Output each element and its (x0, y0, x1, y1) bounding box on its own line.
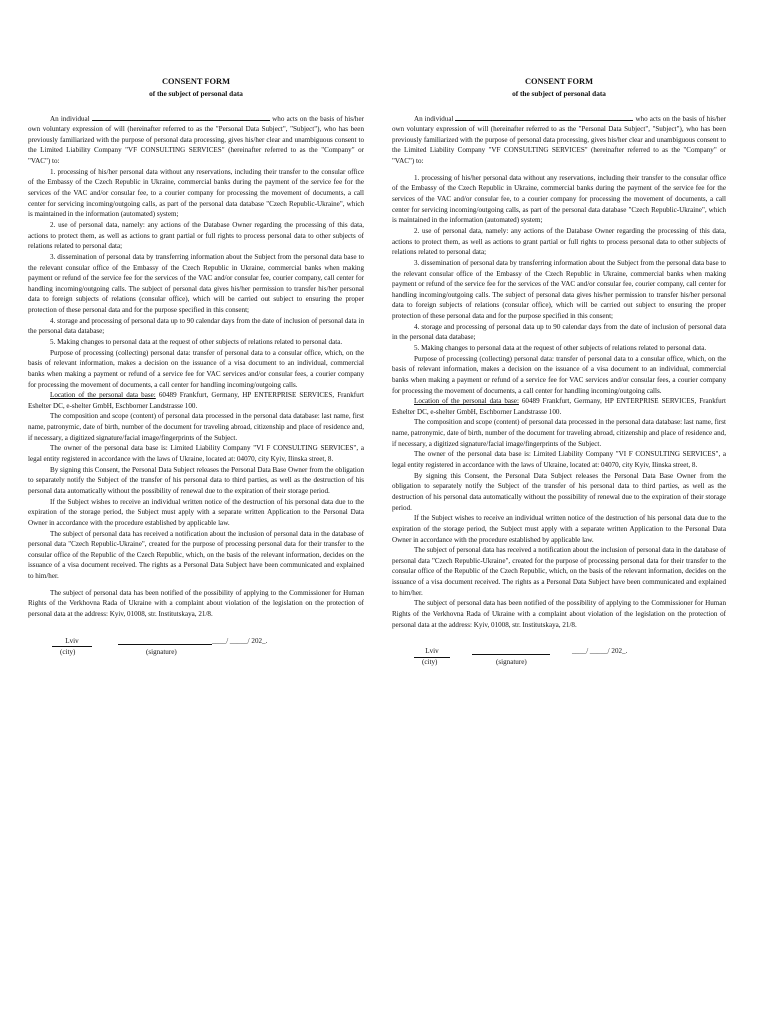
name-blank-line (92, 114, 270, 121)
date-field: ____/ _____/ 202_. (212, 636, 268, 645)
notification-paragraph: The subject of personal data has received a notification about the inclusion of personal data in the database of personal data "Czech Republic-Ukraine", created for the purpose of processing personal data for their transfer to the consular office of the Republic of the Czech Republic, which, on the basis of the relevant information, decides on the issuance of a visa document received. The rights as a Personal Data Subject have been communicated and explained to him/her. (28, 529, 364, 581)
item-4: 4. storage and processing of personal data up to 90 calendar days from the date of inclusion of personal data in the personal data database; (392, 322, 726, 342)
commissioner-paragraph: The subject of personal data has been notified of the possibility of applying to the Commissioner for Human Rights of the Verkhovna Rada of Ukraine with a complaint about violation of the legislation on the protection of personal data at the address: Kyiv, 01008, str. Institutskaya, 21/8. (28, 588, 364, 619)
owner-paragraph: The owner of the personal data base is: Limited Liability Company "VI F CONSULTING SERVICES", a legal entity registered in accordance with the laws of Ukraine, located at: 04070, city Kyiv, Ilinska street, 8. (28, 444, 364, 464)
signature-block (392, 646, 726, 670)
city-caption: (city) (60, 647, 76, 656)
notice-paragraph: If the Subject wishes to receive an individual written notice of the destruction of his personal data due to the expiration of the storage period, the Subject must apply with a separate written Application to the Personal Data Owner in accordance with the procedure established by applicable law. (392, 514, 726, 544)
form-subtitle: of the subject of personal data (512, 88, 606, 98)
item-5: 5. Making changes to personal data at the request of other subjects of relations related to personal data. (50, 338, 343, 346)
item-2: 2. use of personal data, namely: any actions of the Database Owner regarding the processing of this data, actions to protect them, as well as actions to grant partial or full rights to process personal data to other subjects of relations related to personal data; (28, 220, 364, 251)
signing-paragraph: By signing this Consent, the Personal Data Subject releases the Personal Data Base Owner from the obligation to separately notify the Subject of the transfer of his personal data to third parties, as well as the destruction of his personal data automatically without the possibility of renewal due to the expiration of their storage period. (28, 465, 364, 495)
signature-line (118, 636, 212, 645)
signature-caption: (signature) (496, 658, 527, 667)
form-title: CONSENT FORM (161, 77, 230, 86)
intro-paragraph: An individual who acts on the basis of his/her own voluntary expression of will (hereinafter referred to as the "Personal Data Subject", "Subject"), who has been previously familiarized with the purpose of personal data processing, gives his/her clear and unambiguous consent to the Limited Liability Company "VF CONSULTING SERVICES" (hereinafter referred to as the "Company" or "VAC") to: (392, 114, 726, 166)
notification-paragraph: The subject of personal data has received a notification about the inclusion of personal data in the database of personal data "Czech Republic-Ukraine", created for the purpose of processing personal data for their transfer to the consular office of the Republic of the Czech Republic, which, on the basis of the relevant information, decides on the issuance of a visa document received. The rights as a Personal Data Subject have been communicated and explained to him/her. (392, 546, 726, 597)
city-caption: (city) (422, 658, 438, 667)
name-blank-line (455, 114, 633, 121)
signing-paragraph: By signing this Consent, the Personal Data Subject releases the Personal Data Base Owner from the obligation to separately notify the Subject of the transfer of his personal data to third parties, as well as the destruction of his personal data automatically without the possibility of renewal due to the expiration of their storage period. (392, 471, 726, 512)
composition-paragraph: The composition and scope (content) of personal data processed in the personal data database: last name, first name, patronymic, date of birth, number of the document for traveling abroad, citizenship and place of residence and, if necessary, a digitized signature/facial image/fingerprints of the Subject. (392, 418, 726, 448)
purpose-paragraph: Purpose of processing (collecting) personal data: transfer of personal data to a consular office, which, on the basis of relevant information, makes a decision on the issuance of a visa document to an individual, commercial banks when making a payment or refund of a service fee for VAC services and/or consular fees, a courier company for processing the movement of documents, a call center for handling incoming/outgoing calls. (392, 354, 726, 395)
form-title: CONSENT FORM (524, 77, 593, 86)
location-paragraph: Location of the personal data base: 60489 Frankfurt, Germany, HP ENTERPRISE SERVICES, Frankfurt Eshelter DC, e-shelter GmbH, Eschborner Landstrasse 100. (392, 397, 727, 416)
date-field: ____/ _____/ 202_. (572, 647, 628, 656)
city-value: Lviv (414, 646, 450, 658)
item-1: 1. processing of his/her personal data without any reservations, including their transfer to the consular office of the Embassy of the Czech Republic in Ukraine, commercial banks during the payment of the service fee for the services of the VAC and/or consular fee, to a courier company for processing the movement of documents, a call center for servicing incoming/outgoing calls, as part of the personal data database "Czech Republic-Ukraine", which is maintained in the information (automated) system; (28, 167, 364, 219)
intro-paragraph: An individual who acts on the basis of his/her own voluntary expression of will (hereinafter referred to as the "Personal Data Subject", "Subject"), who has been previously familiarized with the purpose of personal data processing, gives his/her clear and unambiguous consent to the Limited Liability Company "VF CONSULTING SERVICES" (hereinafter referred to as the "Company" or "VAC") to: (28, 114, 364, 166)
form-subtitle: of the subject of personal data (149, 88, 243, 98)
purpose-paragraph: Purpose of processing (collecting) personal data: transfer of personal data to a consular office, which, on the basis of relevant information, makes a decision on the issuance of a visa document to an individual, commercial banks when making a payment or refund of a service fee for VAC services and/or consular fees, a courier company for processing the movement of documents, a call center for handling incoming/outgoing calls. (28, 348, 364, 389)
item-2: 2. use of personal data, namely: any actions of the Database Owner regarding the processing of this data, actions to protect them, as well as actions to grant partial or full rights to process personal data to other subjects of relations related to personal data; (392, 226, 726, 257)
signature-caption: (signature) (146, 647, 177, 656)
item-5: 5. Making changes to personal data at the request of other subjects of relations related to personal data. (414, 344, 707, 352)
item-3: 3. dissemination of personal data by transferring information about the Subject from the personal data base to the relevant consular office of the Embassy of the Czech Republic in Ukraine, commercial banks when making payment or refund of the service fee for the services of the VAC and/or consular fee, courier company, call center for handling incoming/outgoing calls. The subject of personal data gives his/her permission to transfer his/her personal data to foreign subjects of relations (consular office), which will be carried out subject to ensuring the proper protection of these personal data and for the purpose specified in this consent; (28, 252, 364, 315)
item-1: 1. processing of his/her personal data without any reservations, including their transfer to the consular office of the Embassy of the Czech Republic in Ukraine, commercial banks during the payment of the service fee for the services of the VAC and/or consular fee, to a courier company for processing the movement of documents, a call center for servicing incoming/outgoing calls, as part of the personal data database "Czech Republic-Ukraine", which is maintained in the information (automated) system; (392, 173, 726, 225)
composition-paragraph: The composition and scope (content) of personal data processed in the personal data database: last name, first name, patronymic, date of birth, number of the document for traveling abroad, citizenship and place of residence and, if necessary, a digitized signature/facial image/fingerprints of the Subject. (28, 412, 364, 442)
item-3: 3. dissemination of personal data by transferring information about the Subject from the personal data base to the relevant consular office of the Embassy of the Czech Republic in Ukraine, commercial banks when making payment or refund of the service fee for the services of the VAC and/or consular fee, courier company, call center for handling incoming/outgoing calls. The subject of personal data gives his/her permission to transfer his/her personal data to foreign subjects of relations (consular office), which will be carried out subject to ensuring the proper protection of these personal data and for the purpose specified in this consent; (392, 258, 726, 321)
consent-form-right (392, 76, 726, 670)
signature-line (472, 646, 550, 655)
commissioner-paragraph: The subject of personal data has been notified of the possibility of applying to the Commissioner for Human Rights of the Verkhovna Rada of Ukraine with a complaint about violation of the legislation on the protection of personal data at the address: Kyiv, 01008, str. Institutskaya, 21/8. (392, 599, 726, 629)
consent-form-left (28, 76, 364, 660)
item-4: 4. storage and processing of personal data up to 90 calendar days from the date of inclusion of personal data in the personal data database; (28, 316, 364, 336)
notice-paragraph: If the Subject wishes to receive an individual written notice of the destruction of his personal data due to the expiration of the storage period, the Subject must apply with a separate written Application to the Personal Data Owner in accordance with the procedure established by applicable law. (28, 497, 364, 527)
city-value: Lviv (52, 636, 92, 648)
owner-paragraph: The owner of the personal data base is: Limited Liability Company "VI F CONSULTING SERVICES", a legal entity registered in accordance with the laws of Ukraine, located at: 04070, city Kyiv, Ilinska street, 8. (392, 450, 726, 470)
location-paragraph: Location of the personal data base: 60489 Frankfurt, Germany, HP ENTERPRISE SERVICES, Frankfurt Eshelter DC, e-shelter GmbH, Eschborner Landstrasse 100. (28, 391, 365, 410)
signature-block (28, 636, 364, 660)
